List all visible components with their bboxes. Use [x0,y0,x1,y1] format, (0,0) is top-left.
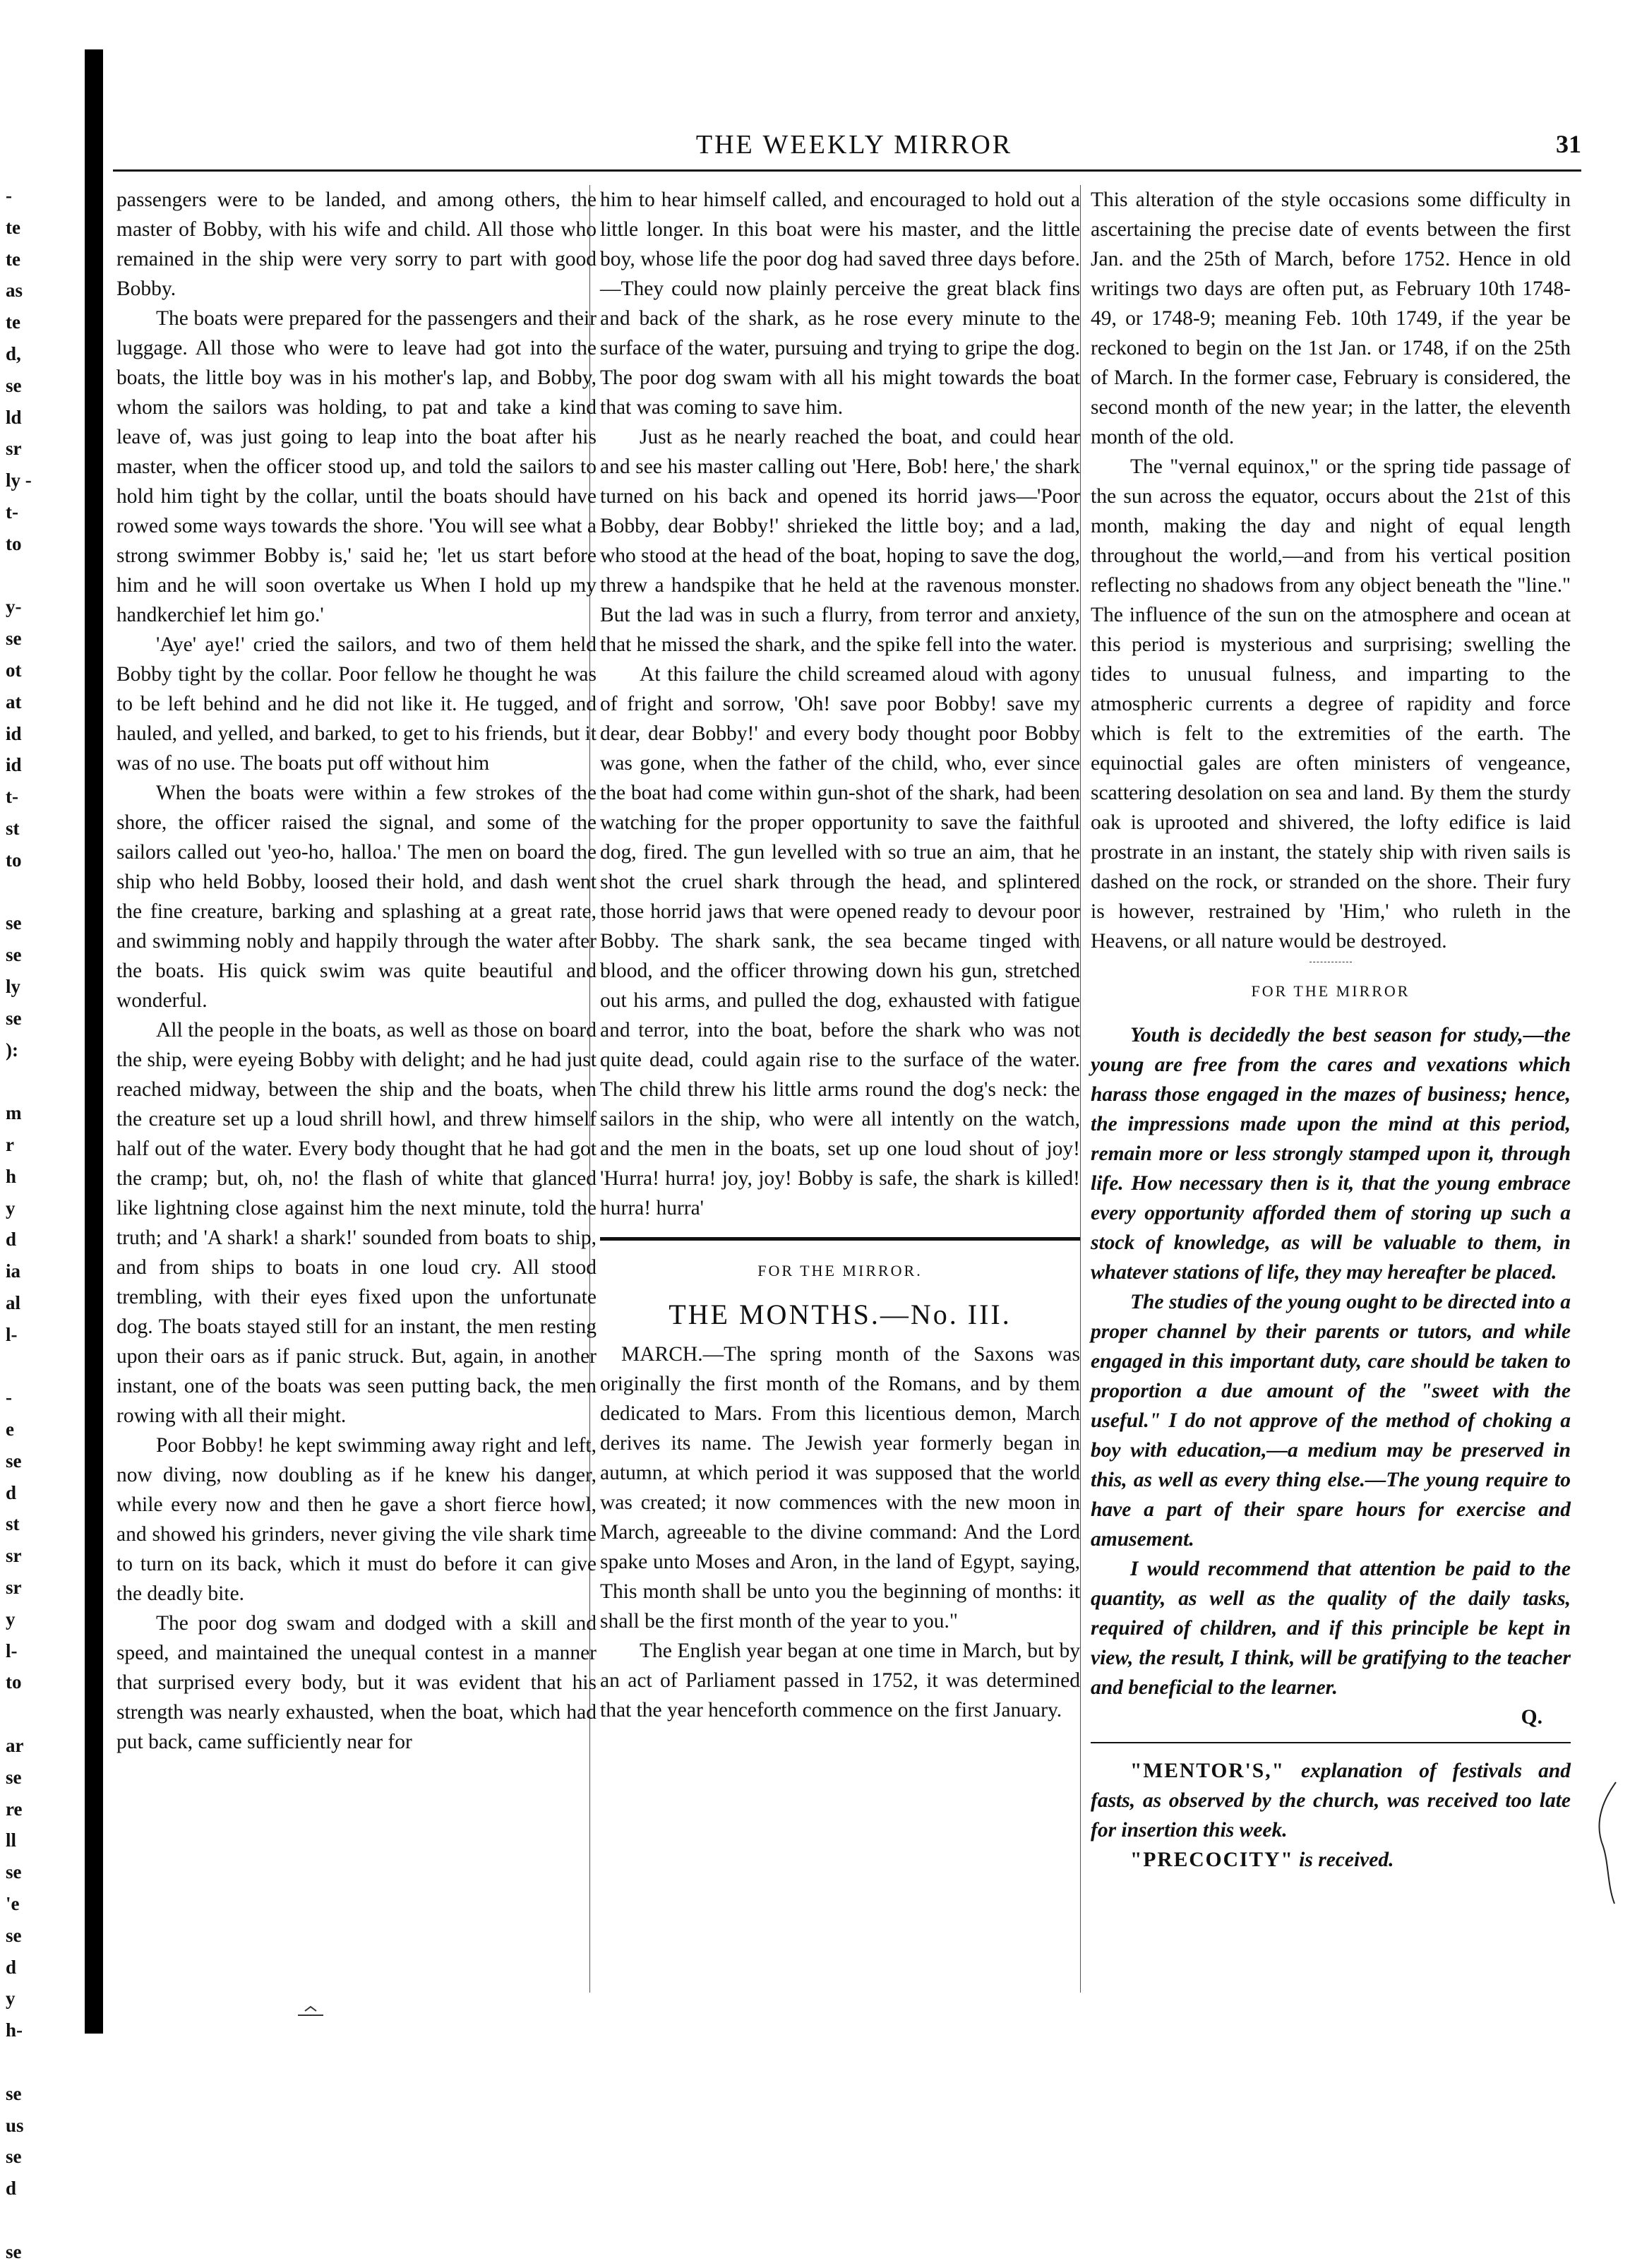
margin-fragment: se [6,2240,22,2262]
margin-fragment: se [6,374,22,396]
margin-fragment: l- [6,1323,18,1345]
margin-fragment: 'e [6,1893,20,1915]
section-kicker: FOR THE MIRROR. [757,1262,923,1279]
margin-fragment: se [6,2146,22,2168]
notice-name: "MENTOR'S," [1130,1760,1285,1782]
margin-fragment: to [6,849,22,871]
margin-fragment: ): [6,1039,18,1061]
margin-fragment: y [6,1988,16,2010]
margin-fragment: se [6,628,22,650]
margin-fragment: as [6,280,23,302]
paragraph: Just as he nearly reached the boat, and could hear and see his master calling out 'Here, Bob! here,' the shark turned on his back and opened its horrid jaws—'Poor Bobby, dear Bobby!' shrieked the little boy; and a lad, who stood at the head of the boat, hoping to save the dog, threw a handspike that he held at the ravenous monster. But the lad was in such a flurry, from terror and anxiety, that he missed the shark, and the spike fell into the water. [600,426,1080,656]
column-2 [600,185,1080,1725]
margin-fragment: to [6,532,22,554]
paragraph: MARCH.—The spring month of the Saxons was originally the first month of the Romans, and by them dedicated to Mars. From this licentious demon, March derives its name. The Jewish year formerly began in autumn, at which period it was supposed that the world was created; it now commences with the new moon in March, agreeable to the divine command: And the Lord spake unto Moses and Aron, in the land of Egypt, saying, This month shall be unto you the beginning of months: it shall be the first month of the year to you." [600,1343,1080,1633]
running-title: THE WEEKLY MIRROR [695,130,1013,160]
margin-fragment: se [6,1450,22,1472]
margin-fragment: se [6,1766,22,1788]
margin-fragment: ld [6,406,22,428]
header-rule [113,169,1581,172]
margin-fragment: m [6,1102,22,1124]
margin-fragment [0,560,78,592]
margin-fragment: sr [6,1577,22,1599]
margin-fragment: ar [6,1735,24,1757]
margin-fragment [0,876,78,908]
margin-fragment: y- [6,596,22,618]
margin-fragment: ot [6,659,22,681]
margin-fragment: ll [6,1830,17,1851]
margin-fragment: te [6,311,20,333]
paragraph: When the boats were within a few strokes of the shore, the officer raised the signal, and some of the sailors called out 'yeo-ho, halloa.' The men on board the ship who held Bobby, loosed their hold, and dash went the fine creature, barking and splashing at a great rate, and swimming nobly and happily through the water after the boats. His quick swim was quite beautiful and wonderful. [116,782,597,1012]
margin-fragment: ly - [6,470,32,491]
margin-fragment [0,1350,78,1382]
margin-fragment: id [6,754,22,776]
margin-fragment: e [6,1419,14,1440]
margin-fragment: h [6,1165,17,1187]
margin-fragment: d [6,1481,17,1503]
page-gutter-shadow [85,49,103,2034]
paragraph: This alteration of the style occasions some difficulty in ascertaining the precise date of events between the first Jan. and the 25th of March, before 1752. Hence in old writings two days are often put, as February 10th 1748-49, or 1748-9; meaning Feb. 10th 1749, if the year be reckoned to begin on the 1st Jan. or 1748, if on the 25th of March. In the former case, February is considered, the second month of the new year; in the latter, the eleventh month of the old. [1091,189,1571,448]
author-signature: Q. [1521,1706,1542,1729]
margin-fragment: l- [6,1640,18,1661]
notice-text: explanation of festivals and fasts, as observed by the church, was received too late for insertion this week. [1091,1760,1571,1842]
margin-fragment: - [6,185,12,206]
margin-fragment: se [6,912,22,934]
section-title: THE MONTHS.—No. III. [669,1299,1012,1330]
margin-fragment: id [6,722,22,744]
adjacent-page-margin-fragments [0,180,78,2268]
paragraph: passengers were to be landed, and among others, the master of Bobby, with his wife and child. All those who remained in the ship were very sorry to part with good Bobby. [116,189,597,300]
margin-fragment: y [6,1608,16,1630]
margin-fragment [0,2046,78,2078]
margin-fragment: t- [6,501,18,523]
margin-fragment: us [6,2114,24,2136]
margin-fragment: to [6,1671,22,1693]
paragraph: 'Aye' aye!' cried the sailors, and two of them held Bobby tight by the collar. Poor fellow he thought he was to be left behind and he did not like it. He tugged, and hauled, and yelled, and barked, to get to his friends, but it was of no use. The boats put off without him [116,633,597,775]
margin-fragment: te [6,216,20,238]
section-rule [600,1237,1080,1241]
margin-fragment: se [6,1007,22,1029]
margin-fragment: ly [6,975,21,997]
notice-name: "PRECOCITY" [1130,1849,1294,1871]
paragraph: At this failure the child screamed aloud with agony of fright and sorrow, 'Oh! save poor Bobby! save my dear, dear Bobby!' and every body thought poor Bobby was gone, when the father of the child, who, ever since the boat had come within gun-shot of the shark, had been watching for the proper opportunity to save the faithful dog, fired. The gun levelled with so true an aim, that he shot the cruel shark through the head, and splintered those horrid jaws that were opened ready to devour poor Bobby. The shark sank, the sea became tinged with blood, and the officer throwing down his gun, stretched out his arms, and pulled the dog, exhausted with fatigue and terror, into the boat, before the shark who was not quite dead, could again rise to the surface of the water. The child threw his little arms round the dog's neck: the sailors in the ship, who were all intently on the watch, and the men in the boats, set up one loud shout of joy! 'Hurra! hurra! joy, joy! Bobby is safe, the shark is killed! hurra! hurra' [600,663,1080,1219]
paragraph: I would recommend that attention be paid to the quantity, as well as the quality of the daily tasks, required of children, and if this principle be kept in view, the result, I think, will be gratifying to the teacher and beneficial to the learner. [1091,1558,1571,1699]
margin-fragment: te [6,248,20,270]
margin-fragment: st [6,817,20,839]
notice-rule [1091,1742,1571,1743]
margin-fragment: se [6,1924,22,1946]
margin-fragment: se [6,1861,22,1883]
page-number: 31 [1556,130,1581,158]
margin-bracket-mark [1592,1779,1620,1906]
margin-fragment: ia [6,1260,21,1282]
margin-fragment: st [6,1513,20,1535]
paragraph: The poor dog swam and dodged with a skill and speed, and maintained the unequal contest in a manner that surprised every body, but it was evident that his strength was nearly exhausted, when the boat, which had put back, came sufficiently near for [116,1612,597,1753]
margin-fragment: re [6,1798,23,1820]
margin-fragment [0,1698,78,1730]
margin-fragment: y [6,1197,16,1219]
paragraph: Poor Bobby! he kept swimming away right and left, now diving, now doubling as if he knew his danger, while every now and then he gave a short fierce howl, and showed his grinders, never giving the vile shark time to turn on its back, which it must do before it can give the deadly bite. [116,1434,597,1605]
section-kicker: FOR THE MIRROR [1251,982,1410,1000]
margin-fragment: d [6,2178,17,2200]
paragraph: The English year began at one time in March, but by an act of Parliament passed in 1752, it was determined that the year henceforth commence on the first January. [600,1640,1080,1721]
margin-fragment: sr [6,1545,22,1567]
margin-fragment: sr [6,438,22,460]
margin-fragment [0,2204,78,2236]
margin-fragment: t- [6,786,18,808]
margin-fragment: d, [6,342,21,364]
paragraph: Youth is decidedly the best season for study,—the young are free from the cares and vexations which harass those engaged in the mazes of business; hence, the impressions made upon the mind at this period, remain more or less strongly stamped upon it, through life. How necessary then is it, that the young embrace every opportunity afforded them of storing up such a stock of knowledge, as will be valuable to them, in whatever stations of life, they may hereafter be placed. [1091,1024,1571,1284]
paragraph: The studies of the young ought to be directed into a proper channel by their parents or tutors, and while engaged in this important duty, care should be taken to proportion a due amount of the "sweet with the useful." I do not approve of the method of choking a boy with education,—a medium may be preserved in this, as well as every thing else.—The young require to have a part of their spare hours for exercise and amusement. [1091,1291,1571,1551]
paragraph: The "vernal equinox," or the spring tide passage of the sun across the equator, occurs about the 21st of this month, making the day and night of equal length throughout the world,—and from his vertical position reflecting no shadows from any object beneath the "line." The influence of the sun on the atmosphere and ocean at this period is mysterious and surprising; swelling the tides to unusual fulness, and imparting to the atmospheric currents a degree of rapidity and force which is felt to the extremities of the earth. The equinoctial gales are often ministers of vengeance, scattering desolation on sea and land. By them the sturdy oak is uprooted and shivered, the lofty edifice is laid prostrate in an instant, the stately ship with riven sails is dashed on the rock, or stranded on the shore. Their fury is however, restrained by 'Him,' who ruleth in the Heavens, or all nature would be destroyed. [1091,455,1571,953]
margin-fragment: al [6,1291,21,1313]
margin-fragment: h- [6,2019,23,2041]
notice-text: is received. [1293,1849,1394,1871]
paragraph: The boats were prepared for the passengers and their luggage. All those who were to leave had got into the boats, the little boy was in his mother's lap, and Bobby, whom the sailors was holding, to pat and take a kind leave of, was just going to leap into the boat after his master, when the officer stood up, and told the sailors to hold him tight by the collar, until the boats should have rowed some ways towards the shore. 'You will see what a strong swimmer Bobby is,' said he; 'let us start before him and he will soon overtake us When I hold up my handkerchief let him go.' [116,307,597,626]
column-divider [1080,185,1081,1993]
margin-fragment: se [6,2082,22,2104]
margin-fragment: r [6,1133,14,1155]
margin-fragment: se [6,944,22,966]
column-1 [116,185,597,1757]
column-3 [1091,185,1571,1875]
footer-ornament [296,2005,325,2019]
correspondent-notices [1091,1756,1571,1875]
paragraph: All the people in the boats, as well as those on board the ship, were eyeing Bobby with delight; and he had just reached midway, between the ship and the boats, when the creature set up a loud shrill howl, and threw himself half out of the water. Every body thought that he had got the cramp; but, oh, no! the flash of white that glanced like lightning close against him the next minute, told the truth; and 'A shark! a shark!' sounded from boats to ship, and from ships to boats in one loud cry. All stood trembling, with their eyes fixed upon the unfortunate dog. The boats stayed still for an instant, the men resting upon their oars as if panic struck. But, again, in another instant, one of the boats was seen putting back, the men rowing with all their might. [116,1019,597,1427]
margin-fragment [0,1066,78,1097]
margin-fragment: d [6,1956,17,1978]
youth-essay [1091,1020,1571,1702]
margin-fragment: at [6,691,22,712]
margin-fragment: d [6,1229,17,1251]
margin-fragment: - [6,1387,12,1409]
paragraph: him to hear himself called, and encouraged to hold out a little longer. In this boat were his master, and the little boy, whose life the poor dog had saved three days before.—They could now plainly perceive the great black fins and back of the shark, as he rose every minute to the surface of the water, pursuing and trying to gripe the dog. The poor dog swam with all his might towards the boat that was coming to save him. [600,189,1080,419]
